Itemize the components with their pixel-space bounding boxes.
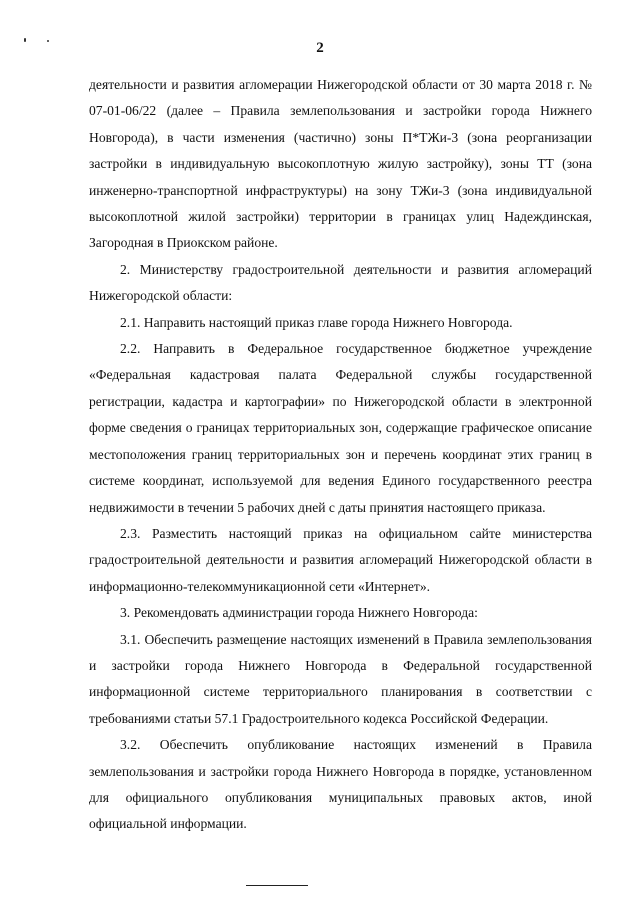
- paragraph-item-2: 2. Министерству градостроительной деятельности и развития агломераций Нижегородской области:: [89, 261, 592, 304]
- paragraph-item-3-1: 3.1. Обеспечить размещение настоящих изменений в Правила землепользования и застройки города Нижнего Новгорода в Федеральной государственной информационной системе территориального планирования в соответствии с требованиями статьи 57.1 Градостроительного кодекса Российской Федерации.: [89, 631, 592, 726]
- paragraph-item-3-2: 3.2. Обеспечить опубликование настоящих изменений в Правила землепользования и застройки города Нижнего Новгорода в порядке, установленном для официального опубликования муниципальных правовых актов, иной официальной информации.: [89, 737, 592, 832]
- footer-divider: [246, 885, 308, 886]
- paragraph-item-2-1: 2.1. Направить настоящий приказ главе города Нижнего Новгорода.: [120, 314, 513, 330]
- document-body: [89, 72, 592, 838]
- page-number: 2: [316, 40, 324, 56]
- paragraph-item-3: 3. Рекомендовать администрации города Нижнего Новгорода:: [120, 605, 478, 621]
- paragraph-item-2-2: 2.2. Направить в Федеральное государственное бюджетное учреждение «Федеральная кадастровая палата Федеральной службы государственной регистрации, кадастра и картографии» по Нижегородской области в электронной форме сведения о границах территориальных зон, содержащие графическое описание местоположения границ территориальных зон и перечень координат этих границ в системе координат, используемой для ведения Единого государственного реестра недвижимости в течении 5 рабочих дней с даты принятия настоящего приказа.: [89, 341, 592, 515]
- paragraph-item-2-3: 2.3. Разместить настоящий приказ на официальном сайте министерства градостроительной деятельности и развития агломераций Нижегородской области в информационно-телекоммуникационной сети «Интернет».: [89, 525, 592, 594]
- paragraph-continuation: деятельности и развития агломерации Нижегородской области от 30 марта 2018 г. № 07-01-06/22 (далее – Правила землепользования и застройки города Нижнего Новгорода), в части изменения (частично) зоны П*ТЖи-3 (зона реорганизации застройки в индивидуальную высокоплотную жилую застройку), зоны ТТ (зона инженерно-транспортной инфраструктуры) на зону ТЖи-3 (зона индивидуальной высокоплотной жилой застройки) территории в границах улиц Надеждинская, Загородная в Приокском районе.: [89, 77, 592, 251]
